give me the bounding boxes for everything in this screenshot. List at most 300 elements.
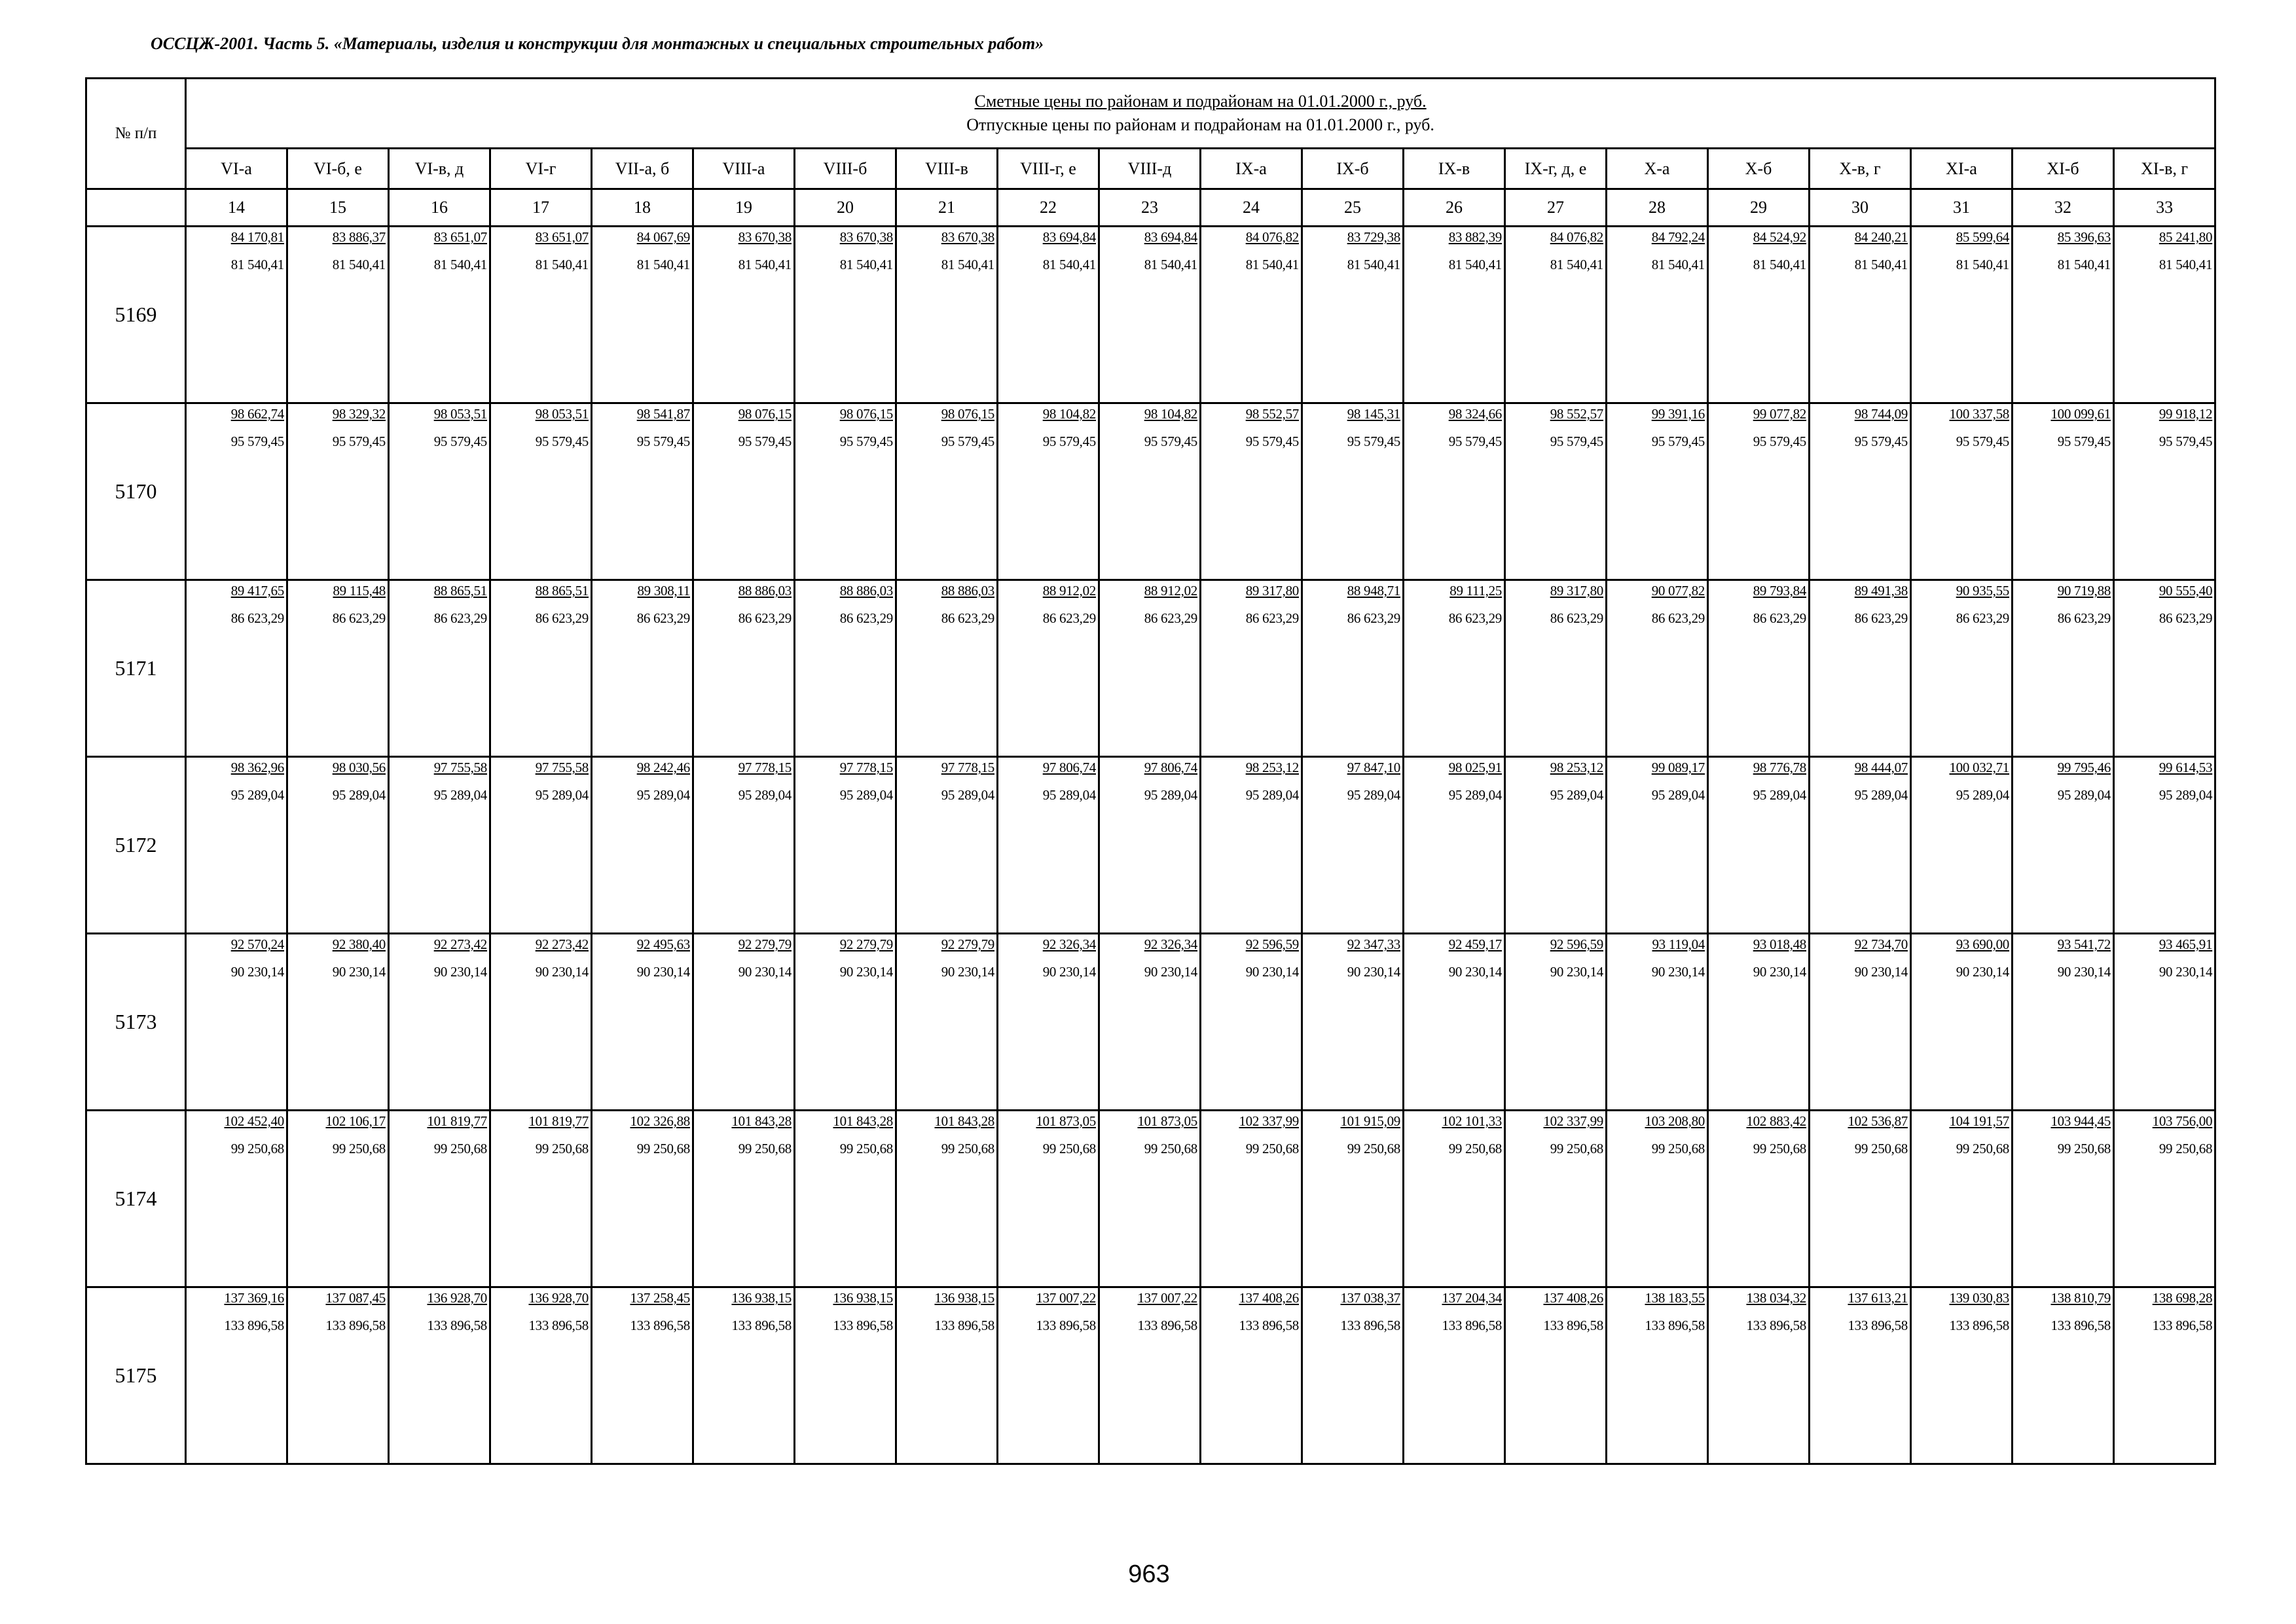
release-price: 133 896,58 (1645, 1318, 1705, 1333)
price-cell (1607, 227, 1708, 403)
estimate-price: 89 111,25 (1449, 583, 1502, 599)
release-price: 99 250,68 (1854, 1141, 1908, 1156)
release-price: 81 540,41 (2057, 257, 2111, 272)
estimate-price: 138 183,55 (1645, 1290, 1705, 1306)
release-price: 81 540,41 (1245, 257, 1299, 272)
estimate-price: 102 536,87 (1848, 1113, 1908, 1129)
price-cell (1099, 227, 1201, 403)
estimate-price: 104 191,57 (1949, 1113, 2009, 1129)
price-cell (490, 227, 592, 403)
price-cell (795, 403, 896, 580)
price-cell (186, 1287, 287, 1464)
price-cell (1505, 403, 1607, 580)
estimate-price: 102 337,99 (1543, 1113, 1603, 1129)
price-cell (2013, 580, 2114, 757)
estimate-price: 102 883,42 (1746, 1113, 1806, 1129)
page-number: 963 (1128, 1560, 1170, 1588)
price-cell (1505, 757, 1607, 934)
price-cell (2013, 227, 2114, 403)
row-id: 5170 (86, 403, 186, 580)
release-price: 95 579,45 (1347, 434, 1400, 449)
price-cell (287, 227, 389, 403)
estimate-price: 93 465,91 (2159, 936, 2213, 952)
estimate-price: 89 308,11 (637, 583, 690, 599)
price-cell (287, 757, 389, 934)
release-price: 95 579,45 (1956, 434, 2009, 449)
price-cell (186, 934, 287, 1111)
release-price: 133 896,58 (731, 1318, 792, 1333)
estimate-price: 92 570,24 (230, 936, 284, 952)
estimate-price: 97 806,74 (1144, 760, 1197, 775)
estimate-price: 89 317,80 (1245, 583, 1299, 599)
price-cell (1911, 580, 2013, 757)
price-cell (1708, 1111, 1810, 1287)
price-cell (592, 403, 693, 580)
price-cell (1911, 227, 2013, 403)
estimate-price: 97 778,15 (941, 760, 994, 775)
estimate-price: 98 662,74 (230, 406, 284, 422)
release-price: 99 250,68 (433, 1141, 487, 1156)
price-cell (2114, 934, 2215, 1111)
estimate-price: 84 076,82 (1550, 229, 1603, 245)
price-cell (1404, 1111, 1505, 1287)
release-price: 86 623,29 (1753, 610, 1806, 626)
price-cell (1302, 1111, 1404, 1287)
estimate-price: 89 793,84 (1753, 583, 1806, 599)
price-cell (998, 1287, 1099, 1464)
price-cell (1201, 757, 1302, 934)
price-cell (1607, 1111, 1708, 1287)
release-price: 81 540,41 (941, 257, 994, 272)
column-number: 26 (1404, 189, 1505, 227)
release-price: 81 540,41 (1956, 257, 2009, 272)
estimate-price: 138 034,32 (1746, 1290, 1806, 1306)
region-header: VIII-г, е (998, 149, 1099, 189)
estimate-price: 97 755,58 (535, 760, 589, 775)
price-cell (795, 227, 896, 403)
price-cell (389, 1287, 490, 1464)
price-cell (186, 227, 287, 403)
release-price: 95 289,04 (1144, 787, 1197, 803)
estimate-price: 136 938,15 (833, 1290, 893, 1306)
price-cell (1201, 227, 1302, 403)
release-price: 99 250,68 (1550, 1141, 1603, 1156)
column-number: 16 (389, 189, 490, 227)
price-cell (1404, 580, 1505, 757)
price-cell (896, 934, 998, 1111)
price-cell (2013, 934, 2114, 1111)
column-number: 17 (490, 189, 592, 227)
estimate-price: 99 391,16 (1651, 406, 1705, 422)
estimate-price: 137 369,16 (224, 1290, 284, 1306)
release-price: 99 250,68 (1144, 1141, 1197, 1156)
region-header: IX-г, д, е (1505, 149, 1607, 189)
estimate-price: 88 886,03 (941, 583, 994, 599)
release-price: 86 623,29 (941, 610, 994, 626)
estimate-price: 101 819,77 (528, 1113, 589, 1129)
release-price: 90 230,14 (1448, 964, 1502, 980)
estimate-price: 84 524,92 (1753, 229, 1806, 245)
release-price: 86 623,29 (1144, 610, 1197, 626)
estimate-price: 84 170,81 (230, 229, 284, 245)
estimate-price: 138 810,79 (2050, 1290, 2111, 1306)
price-cell (693, 1287, 795, 1464)
price-cell (287, 934, 389, 1111)
estimate-price: 98 076,15 (941, 406, 994, 422)
estimate-price: 84 792,24 (1651, 229, 1705, 245)
estimate-price: 101 873,05 (1036, 1113, 1096, 1129)
estimate-price: 138 698,28 (2152, 1290, 2213, 1306)
region-header: VI-в, д (389, 149, 490, 189)
release-price: 86 623,29 (1854, 610, 1908, 626)
estimate-price: 98 104,82 (1042, 406, 1096, 422)
estimate-price: 102 101,33 (1442, 1113, 1502, 1129)
price-cell (998, 580, 1099, 757)
release-price: 90 230,14 (1854, 964, 1908, 980)
release-price: 81 540,41 (738, 257, 792, 272)
price-cell (1505, 934, 1607, 1111)
price-cell (998, 1111, 1099, 1287)
table-header (86, 79, 2215, 227)
price-cell (1302, 580, 1404, 757)
estimate-price: 89 417,65 (230, 583, 284, 599)
release-price: 133 896,58 (2050, 1318, 2111, 1333)
column-number: 30 (1810, 189, 1911, 227)
estimate-price: 97 806,74 (1042, 760, 1096, 775)
price-cell (1201, 1287, 1302, 1464)
estimate-price: 98 744,09 (1854, 406, 1908, 422)
column-number-row (86, 189, 2215, 227)
price-table (85, 77, 2216, 1465)
price-cell (896, 227, 998, 403)
estimate-price: 90 555,40 (2159, 583, 2213, 599)
price-cell (1302, 403, 1404, 580)
estimate-price: 99 089,17 (1651, 760, 1705, 775)
release-price: 81 540,41 (1550, 257, 1603, 272)
estimate-price: 137 087,45 (325, 1290, 386, 1306)
release-price: 95 579,45 (2057, 434, 2111, 449)
column-number: 27 (1505, 189, 1607, 227)
release-price: 90 230,14 (1550, 964, 1603, 980)
price-cell (693, 227, 795, 403)
price-cell (2013, 1287, 2114, 1464)
release-price: 95 579,45 (738, 434, 792, 449)
release-price: 133 896,58 (325, 1318, 386, 1333)
release-price: 86 623,29 (1347, 610, 1400, 626)
price-cell (1099, 934, 1201, 1111)
release-price: 81 540,41 (1753, 257, 1806, 272)
price-cell (896, 757, 998, 934)
column-number: 23 (1099, 189, 1201, 227)
estimate-price: 136 938,15 (934, 1290, 994, 1306)
release-price: 81 540,41 (230, 257, 284, 272)
estimate-price: 88 865,51 (433, 583, 487, 599)
estimate-price: 101 843,28 (833, 1113, 893, 1129)
release-price: 95 579,45 (1448, 434, 1502, 449)
estimate-price: 92 326,34 (1042, 936, 1096, 952)
price-cell (693, 1111, 795, 1287)
estimate-price: 92 279,79 (738, 936, 792, 952)
estimate-price: 88 912,02 (1042, 583, 1096, 599)
region-header: XI-б (2013, 149, 2114, 189)
estimate-price: 83 729,38 (1347, 229, 1400, 245)
region-header: IX-б (1302, 149, 1404, 189)
estimate-price: 92 273,42 (535, 936, 589, 952)
price-cell (1099, 1287, 1201, 1464)
release-price: 99 250,68 (941, 1141, 994, 1156)
price-cell (1099, 403, 1201, 580)
region-header: VI-а (186, 149, 287, 189)
column-number: 28 (1607, 189, 1708, 227)
price-cell (1911, 757, 2013, 934)
release-price: 95 289,04 (2057, 787, 2111, 803)
estimate-price: 88 865,51 (535, 583, 589, 599)
price-cell (1302, 1287, 1404, 1464)
price-cell (2114, 403, 2215, 580)
release-price: 99 250,68 (1347, 1141, 1400, 1156)
estimate-price: 102 326,88 (630, 1113, 690, 1129)
price-cell (287, 1111, 389, 1287)
price-cell (490, 757, 592, 934)
price-cell (1810, 227, 1911, 403)
release-price: 81 540,41 (433, 257, 487, 272)
column-number: 21 (896, 189, 998, 227)
estimate-price: 92 596,59 (1245, 936, 1299, 952)
release-price: 86 623,29 (839, 610, 893, 626)
estimate-price: 98 145,31 (1347, 406, 1400, 422)
estimate-price: 101 843,28 (934, 1113, 994, 1129)
price-cell (2114, 1287, 2215, 1464)
estimate-price: 97 778,15 (839, 760, 893, 775)
row-id: 5172 (86, 757, 186, 934)
price-cell (896, 1111, 998, 1287)
price-cell (1708, 580, 1810, 757)
price-cell (1607, 580, 1708, 757)
release-price: 95 289,04 (1347, 787, 1400, 803)
column-number: 33 (2114, 189, 2215, 227)
price-cell (1302, 757, 1404, 934)
release-price: 99 250,68 (1956, 1141, 2009, 1156)
release-price: 86 623,29 (636, 610, 690, 626)
estimate-price: 89 317,80 (1550, 583, 1603, 599)
release-price: 81 540,41 (636, 257, 690, 272)
release-price: 90 230,14 (230, 964, 284, 980)
region-header: X-б (1708, 149, 1810, 189)
estimate-price: 92 347,33 (1347, 936, 1400, 952)
price-cell (1810, 757, 1911, 934)
price-cell (1911, 1111, 2013, 1287)
price-cell (1404, 934, 1505, 1111)
row-number-header: № п/п (86, 79, 186, 189)
column-number: 18 (592, 189, 693, 227)
release-price: 99 250,68 (1042, 1141, 1096, 1156)
release-price: 99 250,68 (1651, 1141, 1705, 1156)
release-price: 86 623,29 (1042, 610, 1096, 626)
price-cell (186, 580, 287, 757)
estimate-price: 93 690,00 (1956, 936, 2009, 952)
row-id: 5175 (86, 1287, 186, 1464)
region-header-row (86, 149, 2215, 189)
release-price: 99 250,68 (839, 1141, 893, 1156)
estimate-price: 137 408,26 (1543, 1290, 1603, 1306)
estimate-price: 101 873,05 (1137, 1113, 1197, 1129)
price-cell (1708, 403, 1810, 580)
price-cell (389, 403, 490, 580)
column-number: 29 (1708, 189, 1810, 227)
estimate-price: 98 076,15 (738, 406, 792, 422)
release-price: 81 540,41 (1144, 257, 1197, 272)
estimate-price: 83 670,38 (839, 229, 893, 245)
release-price: 86 623,29 (230, 610, 284, 626)
estimate-price: 137 038,37 (1340, 1290, 1400, 1306)
release-price: 86 623,29 (2057, 610, 2111, 626)
price-cell (490, 934, 592, 1111)
estimate-price: 103 756,00 (2152, 1113, 2213, 1129)
region-header: VII-а, б (592, 149, 693, 189)
estimate-price: 92 459,17 (1448, 936, 1502, 952)
estimate-price: 89 491,38 (1854, 583, 1908, 599)
estimate-price: 100 337,58 (1949, 406, 2009, 422)
release-price: 95 579,45 (1753, 434, 1806, 449)
estimate-price: 102 337,99 (1239, 1113, 1299, 1129)
price-cell (693, 757, 795, 934)
release-price: 90 230,14 (941, 964, 994, 980)
estimate-price: 101 819,77 (427, 1113, 487, 1129)
release-price: 95 289,04 (839, 787, 893, 803)
release-price: 95 579,45 (839, 434, 893, 449)
release-price: 90 230,14 (535, 964, 589, 980)
release-price: 99 250,68 (1753, 1141, 1806, 1156)
estimate-price-caption: Сметные цены по районам и подрайонам на 01.01.2000 г., руб. (974, 92, 1427, 111)
estimate-price: 101 843,28 (731, 1113, 792, 1129)
price-cell (389, 1111, 490, 1287)
release-price: 81 540,41 (535, 257, 589, 272)
release-price: 86 623,29 (1245, 610, 1299, 626)
price-cell (998, 934, 1099, 1111)
estimate-price: 99 077,82 (1753, 406, 1806, 422)
price-cell (1810, 580, 1911, 757)
release-price: 133 896,58 (833, 1318, 893, 1333)
release-price: 95 579,45 (1550, 434, 1603, 449)
estimate-price: 137 408,26 (1239, 1290, 1299, 1306)
estimate-price: 98 362,96 (230, 760, 284, 775)
price-cell (490, 403, 592, 580)
price-cell (693, 934, 795, 1111)
price-cell (1708, 757, 1810, 934)
estimate-price: 98 444,07 (1854, 760, 1908, 775)
column-number: 31 (1911, 189, 2013, 227)
estimate-price: 92 279,79 (941, 936, 994, 952)
release-price: 81 540,41 (1448, 257, 1502, 272)
table-body (86, 227, 2215, 1464)
price-cell (998, 227, 1099, 403)
release-price: 133 896,58 (1848, 1318, 1908, 1333)
estimate-price: 83 694,84 (1144, 229, 1197, 245)
estimate-price: 93 018,48 (1753, 936, 1806, 952)
release-price: 95 289,04 (1956, 787, 2009, 803)
estimate-price: 100 032,71 (1949, 760, 2009, 775)
estimate-price: 98 030,56 (332, 760, 386, 775)
region-header: IX-а (1201, 149, 1302, 189)
estimate-price: 88 886,03 (738, 583, 792, 599)
price-cell (1099, 1111, 1201, 1287)
estimate-price: 93 119,04 (1652, 936, 1705, 952)
price-cell (2114, 580, 2215, 757)
price-cell (1505, 1287, 1607, 1464)
release-price: 90 230,14 (433, 964, 487, 980)
release-price: 95 579,45 (1042, 434, 1096, 449)
region-header: IX-в (1404, 149, 1505, 189)
release-price: 90 230,14 (2057, 964, 2111, 980)
estimate-price: 90 719,88 (2057, 583, 2111, 599)
column-number: 22 (998, 189, 1099, 227)
estimate-price: 84 240,21 (1854, 229, 1908, 245)
release-price: 90 230,14 (636, 964, 690, 980)
price-cell (1505, 580, 1607, 757)
price-cell (1810, 1111, 1911, 1287)
estimate-price: 98 025,91 (1448, 760, 1502, 775)
estimate-price: 137 007,22 (1036, 1290, 1096, 1306)
estimate-price: 99 614,53 (2159, 760, 2213, 775)
price-cell (1302, 227, 1404, 403)
price-cell (592, 934, 693, 1111)
price-cell (186, 757, 287, 934)
estimate-price: 83 694,84 (1042, 229, 1096, 245)
price-cell (490, 1111, 592, 1287)
price-cell (1201, 580, 1302, 757)
release-price: 99 250,68 (738, 1141, 792, 1156)
estimate-price: 92 273,42 (433, 936, 487, 952)
release-price: 99 250,68 (230, 1141, 284, 1156)
estimate-price: 92 380,40 (332, 936, 386, 952)
estimate-price: 101 915,09 (1340, 1113, 1400, 1129)
price-cell (186, 403, 287, 580)
release-price: 133 896,58 (934, 1318, 994, 1333)
column-number: 14 (186, 189, 287, 227)
table-caption (186, 79, 2215, 149)
estimate-price: 92 495,63 (636, 936, 690, 952)
release-price: 133 896,58 (427, 1318, 487, 1333)
release-price: 90 230,14 (738, 964, 792, 980)
price-cell (490, 1287, 592, 1464)
price-cell (490, 580, 592, 757)
price-cell (1607, 1287, 1708, 1464)
release-price-caption: Отпускные цены по районам и подрайонам на 01.01.2000 г., руб. (966, 115, 1434, 134)
release-price: 99 250,68 (2159, 1141, 2213, 1156)
estimate-price: 85 396,63 (2057, 229, 2111, 245)
price-cell (1810, 934, 1911, 1111)
estimate-price: 98 324,66 (1448, 406, 1502, 422)
estimate-price: 98 541,87 (636, 406, 690, 422)
estimate-price: 92 734,70 (1854, 936, 1908, 952)
release-price: 95 289,04 (1854, 787, 1908, 803)
release-price: 95 289,04 (433, 787, 487, 803)
price-cell (389, 227, 490, 403)
region-header: X-в, г (1810, 149, 1911, 189)
estimate-price: 88 886,03 (839, 583, 893, 599)
estimate-price: 98 053,51 (433, 406, 487, 422)
estimate-price: 98 552,57 (1245, 406, 1299, 422)
estimate-price: 92 596,59 (1550, 936, 1603, 952)
release-price: 86 623,29 (332, 610, 386, 626)
price-cell (795, 1111, 896, 1287)
release-price: 86 623,29 (535, 610, 589, 626)
release-price: 95 579,45 (230, 434, 284, 449)
release-price: 95 289,04 (230, 787, 284, 803)
release-price: 90 230,14 (332, 964, 386, 980)
estimate-price: 98 329,32 (332, 406, 386, 422)
price-cell (1404, 403, 1505, 580)
